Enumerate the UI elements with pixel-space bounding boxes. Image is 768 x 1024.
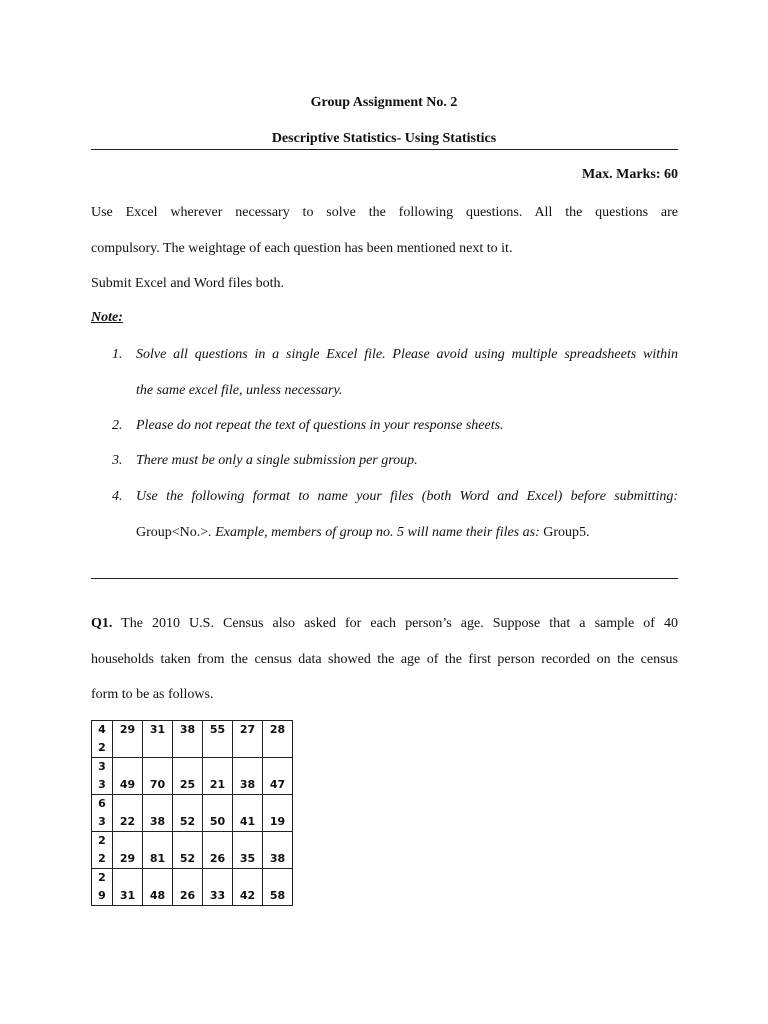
table-cell: 52: [173, 795, 203, 832]
question-text: The 2010 U.S. Census also asked for each person’s age. Suppose that a sample of 40: [112, 616, 678, 631]
table-cell: 41: [233, 795, 263, 832]
table-cell: 70: [143, 758, 173, 795]
question-text: form to be as follows.: [91, 687, 214, 702]
table-cell: 29: [113, 832, 143, 869]
table-row: [92, 795, 293, 832]
table-cell-first: [92, 758, 113, 795]
note-item-2: [112, 408, 678, 444]
note-item-text: There must be only a single submission per group.: [136, 453, 418, 468]
table-cell-digit: 2: [98, 852, 106, 865]
table-cell: 31: [143, 721, 173, 758]
note-item-number: 2.: [112, 418, 123, 433]
table-cell-digit: 9: [98, 889, 106, 902]
note-item-text: . Example, members of group no. 5 will name their files as:: [208, 524, 544, 540]
table-cell: 55: [203, 721, 233, 758]
table-cell: 28: [263, 721, 293, 758]
table-cell: 38: [233, 758, 263, 795]
note-item-number: 4.: [112, 489, 123, 504]
note-item-4: [112, 479, 678, 551]
intro-line-3: Submit Excel and Word files both.: [91, 276, 285, 291]
question-1: [91, 606, 678, 713]
table-cell: 19: [263, 795, 293, 832]
table-cell-first: [92, 869, 113, 906]
section-divider: [91, 578, 678, 579]
table-cell: 22: [113, 795, 143, 832]
table-cell: 31: [113, 869, 143, 906]
note-item-number: 3.: [112, 453, 123, 468]
table-cell: 58: [263, 869, 293, 906]
table-cell-first: [92, 832, 113, 869]
note-item-1: [112, 337, 678, 409]
table-row: [92, 832, 293, 869]
note-item-text: Please do not repeat the text of questions in your response sheets.: [136, 418, 504, 433]
max-marks: Max. Marks: 60: [581, 167, 678, 182]
note-item-text: Solve all questions in a single Excel file. Please avoid using multiple spreadsheets within: [136, 347, 678, 362]
table-cell-first: [92, 721, 113, 758]
table-cell: 42: [233, 869, 263, 906]
table-cell: 33: [203, 869, 233, 906]
note-item-text: the same excel file, unless necessary.: [136, 382, 343, 398]
table-row: [92, 758, 293, 795]
table-cell: 21: [203, 758, 233, 795]
header-divider: [91, 149, 678, 150]
table-cell-digit: 4: [98, 723, 106, 736]
table-cell: 27: [233, 721, 263, 758]
table-cell-digit: 2: [98, 741, 106, 754]
table-cell: 38: [143, 795, 173, 832]
table-cell: 29: [113, 721, 143, 758]
note-item-text: Use the following format to name your files (both Word and Excel) before submitting:: [136, 489, 678, 504]
table-cell-digit: 2: [98, 834, 106, 847]
table-cell: 47: [263, 758, 293, 795]
table-cell: 38: [173, 721, 203, 758]
assignment-title: Group Assignment No. 2: [310, 95, 458, 110]
table-cell: 35: [233, 832, 263, 869]
table-row: [92, 869, 293, 906]
table-cell-digit: 2: [98, 871, 106, 884]
question-text: households taken from the census data showed the age of the first person recorded on the census: [91, 651, 678, 667]
intro-line-2: compulsory. The weightage of each question has been mentioned next to it.: [91, 240, 513, 256]
table-cell-first: [92, 795, 113, 832]
question-label: Q1.: [91, 616, 113, 631]
table-cell: 26: [203, 832, 233, 869]
table-cell: 50: [203, 795, 233, 832]
table-cell-digit: 3: [98, 760, 106, 773]
note-item-3: [112, 443, 678, 479]
intro-paragraph: [91, 195, 678, 302]
intro-line-1: Use Excel wherever necessary to solve the following questions. All the questions are: [91, 205, 678, 220]
table-cell: 25: [173, 758, 203, 795]
table-cell-digit: 3: [98, 815, 106, 828]
table-cell: 26: [173, 869, 203, 906]
table-cell: 48: [143, 869, 173, 906]
age-data-table: [91, 720, 293, 906]
table-cell: 38: [263, 832, 293, 869]
table-cell: 52: [173, 832, 203, 869]
note-heading: Note:: [91, 310, 123, 325]
table-cell: 49: [113, 758, 143, 795]
filename-example: Group5.: [543, 524, 590, 540]
assignment-subtitle: Descriptive Statistics- Using Statistics: [271, 131, 497, 146]
table-cell-digit: 6: [98, 797, 106, 810]
filename-format: Group<No.>: [136, 524, 209, 540]
table-cell-digit: 3: [98, 778, 106, 791]
table-row: [92, 721, 293, 758]
note-item-number: 1.: [112, 347, 123, 362]
table-cell: 81: [143, 832, 173, 869]
